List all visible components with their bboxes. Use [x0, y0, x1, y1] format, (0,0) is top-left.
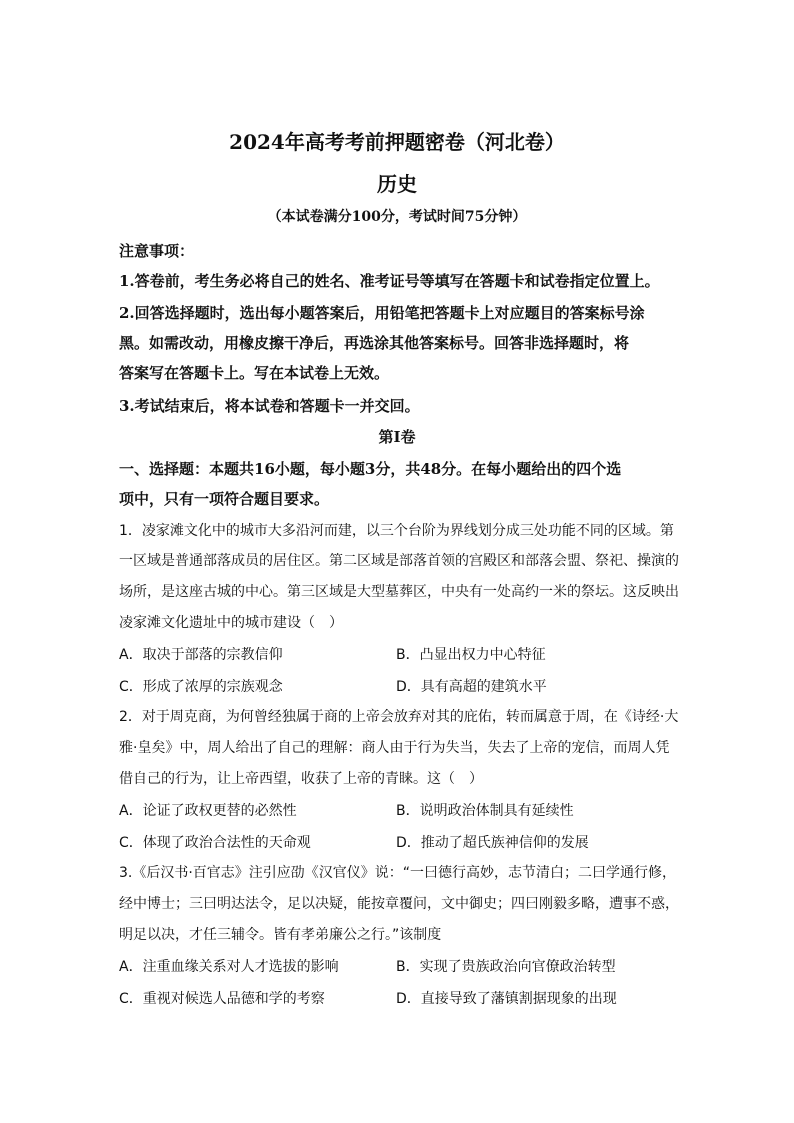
question-2-option-c: C．体现了政治合法性的天命观 — [119, 835, 311, 851]
section-instructions: 项中，只有一项符合题目要求。 — [119, 490, 330, 508]
section-label: 第Ⅰ卷 — [378, 428, 416, 446]
subject-title: 历史 — [377, 172, 417, 196]
notes-line: 1.答卷前，考生务必将自己的姓名、准考证号等填写在答题卡和试卷指定位置上。 — [119, 272, 660, 290]
notes-line: 2.回答选择题时，选出每小题答案后，用铅笔把答题卡上对应题目的答案标号涂 — [119, 304, 645, 322]
section-instructions: 一、选择题：本题共16小题，每小题3分，共48分。在每小题给出的四个选 — [119, 460, 622, 478]
exam-title: 2024年高考考前押题密卷（河北卷） — [229, 130, 565, 154]
notes-line: 答案写在答题卡上。写在本试卷上无效。 — [119, 364, 390, 382]
question-2-option-a: A．论证了政权更替的必然性 — [119, 803, 297, 819]
question-1-text: 场所，是这座古城的中心。第三区域是大型墓葬区，中央有一处高约一米的祭坛。这反映出 — [119, 584, 679, 600]
question-1-option-b: B．凸显出权力中心特征 — [396, 647, 546, 663]
question-3-option-c: C．重视对候选人品德和学的考察 — [119, 991, 325, 1007]
question-2-text: 雅·皇矣》中，周人给出了自己的理解：商人由于行为失当，失去了上帝的宠信，而周人凭 — [119, 740, 670, 756]
question-3-option-b: B．实现了贵族政治向官僚政治转型 — [396, 959, 616, 975]
question-2-text: 2．对于周克商，为何曾经独属于商的上帝会放弃对其的庇佑，转而属意于周，在《诗经·大 — [119, 709, 679, 725]
question-1-text: 凌家滩文化遗址中的城市建设（ ） — [119, 615, 343, 631]
question-2-option-d: D．推动了超氏族神信仰的发展 — [396, 835, 589, 851]
question-3-text: 经中博士；三曰明达法令，足以决疑，能按章覆问，文中御史；四曰刚毅多略，遭事不惑， — [119, 896, 679, 912]
notes-heading: 注意事项： — [119, 242, 195, 260]
notes-line: 黑。如需改动，用橡皮擦干净后，再选涂其他答案标号。回答非选择题时，将 — [119, 334, 630, 352]
question-3-option-a: A．注重血缘关系对人才选拔的影响 — [119, 959, 339, 975]
notes-line: 3.考试结束后，将本试卷和答题卡一并交回。 — [119, 397, 420, 415]
question-2-text: 借自己的行为，让上帝西望，收获了上帝的青睐。这（ ） — [119, 771, 483, 787]
question-3-option-d: D．直接导致了藩镇割据现象的出现 — [396, 991, 617, 1007]
question-1-text: 一区域是普通部落成员的居住区。第二区域是部落首领的宫殿区和部落会盟、祭祀、操演的 — [119, 553, 679, 569]
question-1-option-d: D．具有高超的建筑水平 — [396, 679, 547, 695]
question-2-option-b: B．说明政治体制具有延续性 — [396, 803, 574, 819]
question-1-option-c: C．形成了浓厚的宗族观念 — [119, 679, 283, 695]
question-1-text: 1．凌家滩文化中的城市大多沿河而建，以三个台阶为界线划分成三处功能不同的区域。第 — [119, 523, 674, 539]
question-3-text: 明足以决，才任三辅令。皆有孝弟廉公之行。”该制度 — [119, 927, 442, 943]
question-1-option-a: A．取决于部落的宗教信仰 — [119, 647, 283, 663]
score-time-note: （本试卷满分100分，考试时间75分钟） — [267, 209, 527, 225]
question-3-text: 3.《后汉书·百官志》注引应劭《汉官仪》说：“一曰德行高妙，志节清白；二曰学通行修， — [119, 865, 677, 881]
